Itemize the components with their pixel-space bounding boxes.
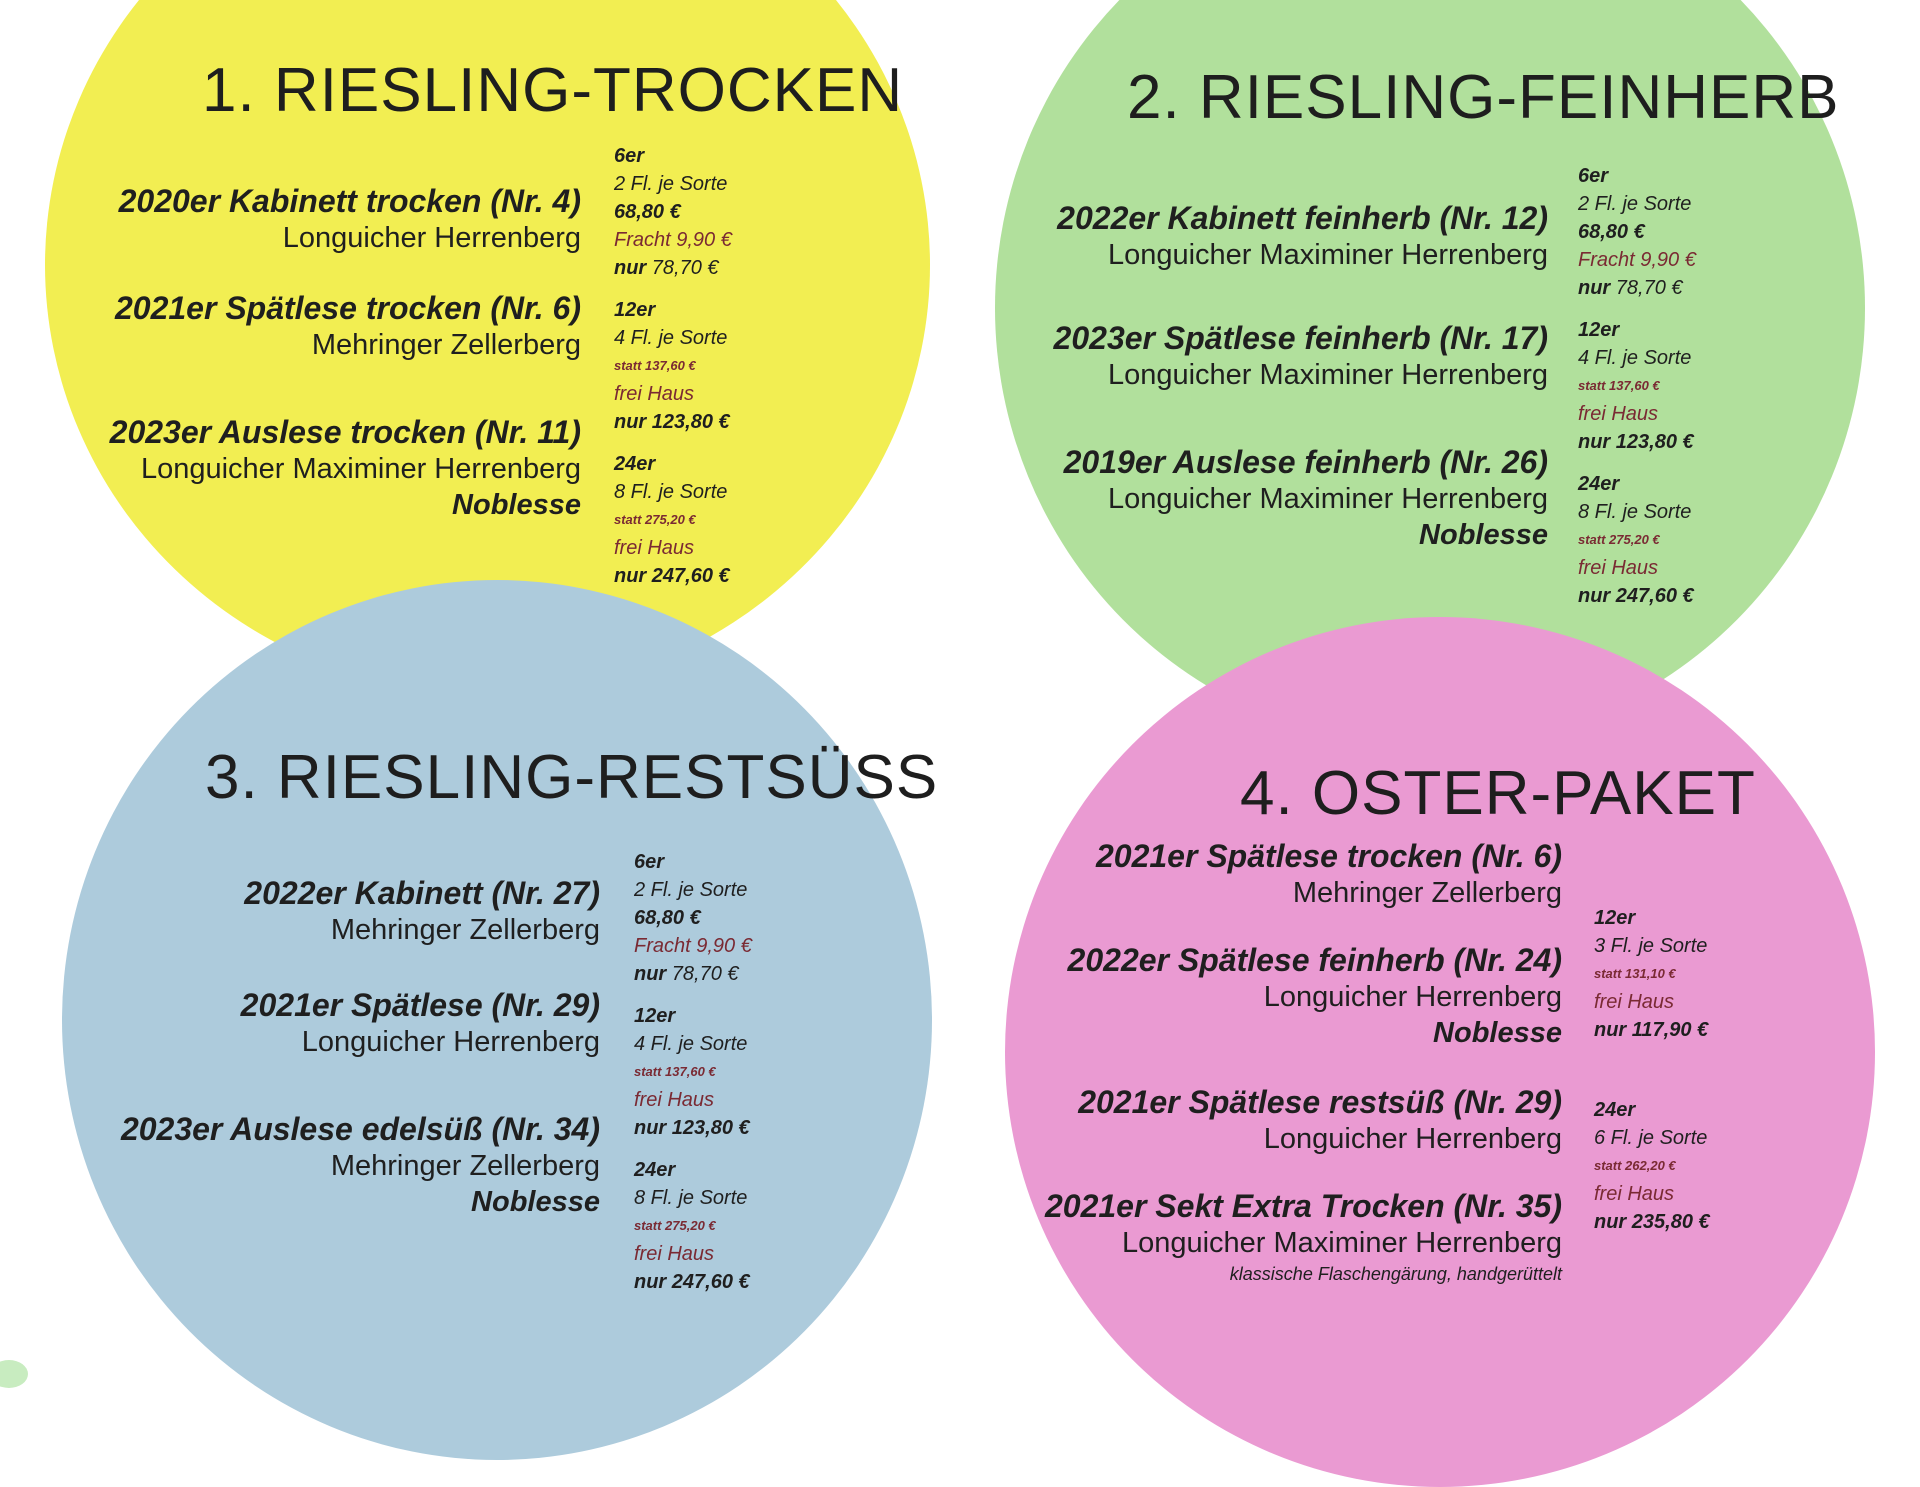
package-4-prices bbox=[1594, 904, 1710, 1236]
wine-site: Longuicher Herrenberg bbox=[301, 1026, 600, 1058]
wine-name: 2023er Auslese edelsüß (Nr. 34) bbox=[120, 1111, 600, 1147]
offer-qty: 8 Fl. je Sorte bbox=[1578, 501, 1692, 523]
offer-qty: 2 Fl. je Sorte bbox=[634, 879, 748, 901]
offer-label: 6er bbox=[614, 145, 645, 167]
offer-price: 68,80 € bbox=[614, 201, 681, 223]
wine-site: Mehringer Zellerberg bbox=[330, 914, 600, 946]
offer-freight: Fracht 9,90 € bbox=[1578, 249, 1696, 271]
offer-qty: 8 Fl. je Sorte bbox=[614, 481, 728, 503]
wine-site: Longuicher Herrenberg bbox=[282, 222, 581, 254]
offer-qty: 2 Fl. je Sorte bbox=[1578, 193, 1692, 215]
offer-nur: nur bbox=[1578, 277, 1611, 299]
offer-price: 68,80 € bbox=[634, 907, 701, 929]
offer-frei-haus: frei Haus bbox=[634, 1089, 715, 1111]
package-2-wines bbox=[1054, 199, 1548, 553]
offer-label: 12er bbox=[614, 299, 656, 321]
offer-label: 12er bbox=[634, 1005, 676, 1027]
offer-qty: 4 Fl. je Sorte bbox=[634, 1033, 748, 1055]
wine-item bbox=[110, 182, 581, 256]
offer-statt: statt 137,60 € bbox=[634, 1064, 716, 1079]
wine-item bbox=[110, 413, 581, 523]
offer-statt: statt 275,20 € bbox=[614, 512, 696, 527]
offer-qty: 4 Fl. je Sorte bbox=[1578, 347, 1692, 369]
offer-statt: statt 275,20 € bbox=[634, 1218, 716, 1233]
offer-total: nur 247,60 € bbox=[614, 565, 730, 587]
offer-frei-haus: frei Haus bbox=[614, 383, 695, 405]
offer-total-value: 78,70 € bbox=[671, 963, 739, 985]
wine-small-note: klassische Flaschengärung, handgerüttelt bbox=[1229, 1264, 1562, 1284]
offer-statt: statt 275,20 € bbox=[1578, 532, 1660, 547]
wine-name: 2023er Spätlese feinherb (Nr. 17) bbox=[1053, 320, 1548, 356]
wine-name: 2020er Kabinett trocken (Nr. 4) bbox=[118, 183, 581, 219]
wine-note: Noblesse bbox=[1419, 519, 1548, 551]
offer-total bbox=[1578, 274, 1696, 302]
offer-nur: nur bbox=[634, 963, 667, 985]
wine-name: 2019er Auslese feinherb (Nr. 26) bbox=[1063, 444, 1548, 480]
package-2-title: 2. RIESLING-FEINHERB bbox=[1127, 63, 1840, 132]
offer-freight: Fracht 9,90 € bbox=[614, 229, 732, 251]
wine-note: Noblesse bbox=[471, 1186, 600, 1218]
package-2-prices bbox=[1578, 162, 1696, 610]
offer-frei-haus: frei Haus bbox=[634, 1243, 715, 1265]
offer-label: 6er bbox=[634, 851, 665, 873]
offer-price: 68,80 € bbox=[1578, 221, 1645, 243]
offer-qty: 3 Fl. je Sorte bbox=[1594, 935, 1708, 957]
wine-site: Mehringer Zellerberg bbox=[1292, 877, 1562, 909]
wine-item bbox=[121, 986, 600, 1060]
wine-site: Longuicher Maximiner Herrenberg bbox=[1107, 483, 1548, 515]
package-3-wines bbox=[121, 874, 600, 1220]
wine-item bbox=[1045, 941, 1562, 1051]
offer-label: 24er bbox=[634, 1159, 676, 1181]
offer-nur: nur bbox=[614, 257, 647, 279]
wine-item bbox=[1054, 443, 1548, 553]
offer-frei-haus: frei Haus bbox=[614, 537, 695, 559]
package-4-title: 4. OSTER-PAKET bbox=[1240, 759, 1756, 828]
wine-site: Longuicher Herrenberg bbox=[1263, 981, 1562, 1013]
offer-frei-haus: frei Haus bbox=[1578, 403, 1659, 425]
offer-statt: statt 137,60 € bbox=[1578, 378, 1660, 393]
offer-frei-haus: frei Haus bbox=[1594, 1183, 1675, 1205]
wine-site: Longuicher Maximiner Herrenberg bbox=[140, 453, 581, 485]
offer-freight: Fracht 9,90 € bbox=[634, 935, 752, 957]
package-1-title: 1. RIESLING-TROCKEN bbox=[202, 56, 904, 125]
wine-item bbox=[1054, 199, 1548, 273]
offer-total-value: 78,70 € bbox=[1615, 277, 1683, 299]
offer-total-value: 78,70 € bbox=[651, 257, 719, 279]
wine-note: Noblesse bbox=[452, 489, 581, 521]
offer-total bbox=[614, 254, 732, 282]
offer-total: nur 123,80 € bbox=[634, 1117, 750, 1139]
offer-total: nur 247,60 € bbox=[634, 1271, 750, 1293]
package-1-wines bbox=[110, 182, 581, 523]
offer-qty: 2 Fl. je Sorte bbox=[614, 173, 728, 195]
wine-name: 2022er Spätlese feinherb (Nr. 24) bbox=[1067, 942, 1562, 978]
wine-item bbox=[1045, 1187, 1562, 1287]
offer-label: 24er bbox=[614, 453, 656, 475]
offer-label: 24er bbox=[1594, 1099, 1636, 1121]
offer-qty: 4 Fl. je Sorte bbox=[614, 327, 728, 349]
wine-name: 2021er Spätlese (Nr. 29) bbox=[240, 987, 600, 1023]
wine-item bbox=[1054, 319, 1548, 393]
offer-label: 24er bbox=[1578, 473, 1620, 495]
wine-site: Longuicher Maximiner Herrenberg bbox=[1121, 1227, 1562, 1259]
wine-name: 2021er Spätlese trocken (Nr. 6) bbox=[114, 290, 581, 326]
package-1-prices bbox=[614, 142, 732, 590]
offer-total: nur 123,80 € bbox=[614, 411, 730, 433]
wine-site: Longuicher Herrenberg bbox=[1263, 1123, 1562, 1155]
corner-green-shape bbox=[0, 1360, 28, 1388]
wine-name: 2022er Kabinett (Nr. 27) bbox=[244, 875, 600, 911]
wine-item bbox=[1045, 837, 1562, 911]
wine-name: 2021er Sekt Extra Trocken (Nr. 35) bbox=[1044, 1188, 1562, 1224]
wine-site: Mehringer Zellerberg bbox=[311, 329, 581, 361]
offer-label: 6er bbox=[1578, 165, 1609, 187]
offer-total: nur 235,80 € bbox=[1594, 1211, 1710, 1233]
wine-item bbox=[121, 874, 600, 948]
offer-label: 12er bbox=[1594, 907, 1636, 929]
wine-name: 2021er Spätlese trocken (Nr. 6) bbox=[1095, 838, 1562, 874]
offer-total: nur 117,90 € bbox=[1594, 1019, 1709, 1041]
wine-item bbox=[1045, 1083, 1562, 1157]
offer-frei-haus: frei Haus bbox=[1578, 557, 1659, 579]
wine-site: Mehringer Zellerberg bbox=[330, 1150, 600, 1182]
offer-label: 12er bbox=[1578, 319, 1620, 341]
offer-statt: statt 137,60 € bbox=[614, 358, 696, 373]
wine-name: 2021er Spätlese restsüß (Nr. 29) bbox=[1078, 1084, 1562, 1120]
offer-total bbox=[634, 960, 752, 988]
offer-total: nur 123,80 € bbox=[1578, 431, 1694, 453]
package-3-title: 3. RIESLING-RESTSÜSS bbox=[205, 743, 939, 812]
offer-qty: 6 Fl. je Sorte bbox=[1594, 1127, 1708, 1149]
offer-frei-haus: frei Haus bbox=[1594, 991, 1675, 1013]
offer-statt: statt 262,20 € bbox=[1594, 1158, 1676, 1173]
wine-site: Longuicher Maximiner Herrenberg bbox=[1107, 239, 1548, 271]
package-4-wines bbox=[1045, 837, 1562, 1287]
wine-site: Longuicher Maximiner Herrenberg bbox=[1107, 359, 1548, 391]
wine-name: 2022er Kabinett feinherb (Nr. 12) bbox=[1057, 200, 1548, 236]
wine-item bbox=[110, 289, 581, 363]
wine-name: 2023er Auslese trocken (Nr. 11) bbox=[109, 414, 581, 450]
offer-qty: 8 Fl. je Sorte bbox=[634, 1187, 748, 1209]
offer-total: nur 247,60 € bbox=[1578, 585, 1694, 607]
package-3-prices bbox=[634, 848, 752, 1296]
wine-item bbox=[121, 1110, 600, 1220]
wine-note: Noblesse bbox=[1433, 1017, 1562, 1049]
offer-statt: statt 131,10 € bbox=[1594, 966, 1676, 981]
